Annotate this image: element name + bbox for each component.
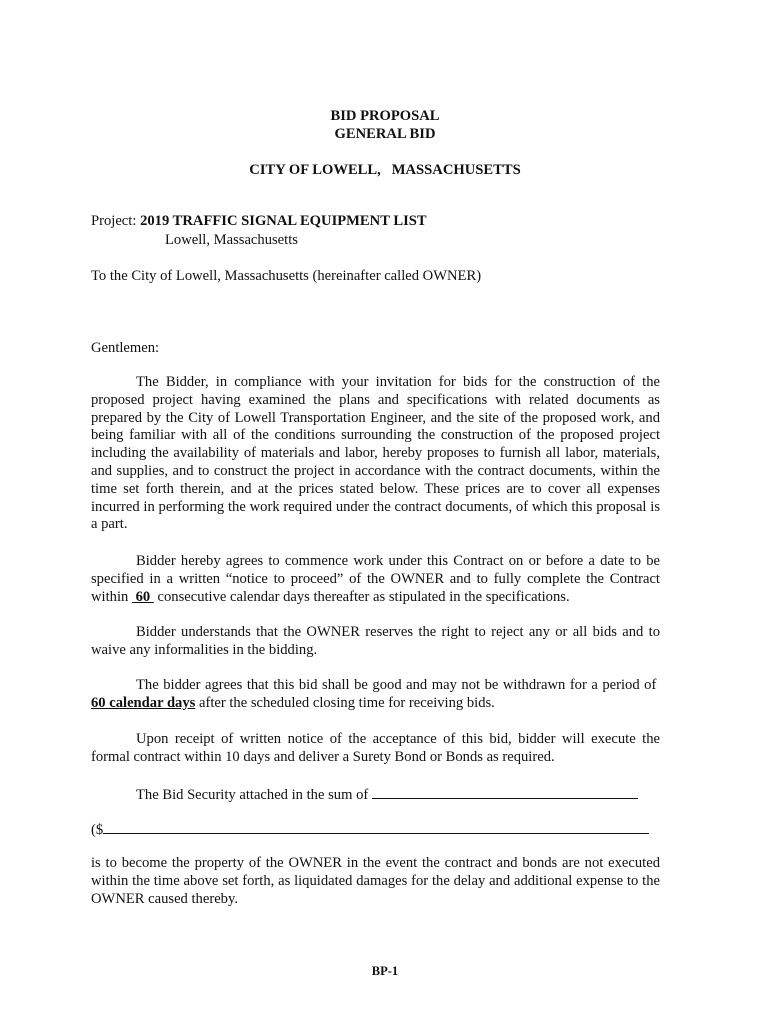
paragraph-owner-reserves: Bidder understands that the OWNER reserves the right to reject any or all bids and to waive any informalities in the bidding. bbox=[91, 624, 660, 658]
bid-validity-text-end: after the scheduled closing time for receiving bids. bbox=[199, 694, 495, 711]
dollar-prefix: ($ bbox=[91, 822, 104, 838]
document-subtitle: GENERAL BID bbox=[334, 126, 436, 142]
project-label: Project: bbox=[91, 213, 137, 229]
bid-validity-period: 60 calendar days bbox=[91, 694, 196, 711]
paragraph-contract-execution: Upon receipt of written notice of the acceptance of this bid, bidder will execute the formal contract within 10 days and deliver a Surety Bond or Bonds as required. bbox=[91, 731, 660, 765]
document-title: BID PROPOSAL bbox=[330, 108, 440, 124]
page-number: BP-1 bbox=[371, 964, 399, 978]
paragraph-bidder-compliance: The Bidder, in compliance with your invitation for bids for the construction of the proposed project having examined the plans and specifications with related documents as prepared by the City of Lowell Transportation Engineer, and the site of the proposed work, and being familiar with all of the conditions surrounding the construction of the proposed project including the availability of materials and labor, hereby proposes to furnish all labor, materials, and supplies, and to construct the project in accordance with the contract documents, within the time set forth therein, and at the prices stated below. These prices are to cover all expenses incurred in performing the work required under the contract documents, of which this proposal is a part. bbox=[91, 374, 660, 533]
bid-security-amount-field[interactable] bbox=[372, 785, 638, 799]
commence-work-text-end: consecutive calendar days thereafter as stipulated in the specifications. bbox=[153, 588, 570, 605]
project-line bbox=[91, 213, 427, 230]
addressee-line: To the City of Lowell, Massachusetts (hereinafter called OWNER) bbox=[91, 268, 482, 284]
bid-validity-text: The bidder agrees that this bid shall be good and may not be withdrawn for a period of bbox=[136, 677, 657, 693]
salutation: Gentlemen: bbox=[91, 340, 160, 356]
bid-security-label: The Bid Security attached in the sum of bbox=[136, 787, 369, 803]
bid-security-dollar-field[interactable] bbox=[103, 820, 649, 834]
days-to-complete: 60 bbox=[131, 588, 154, 605]
city-heading-text: CITY OF LOWELL, MASSACHUSETTS bbox=[249, 162, 521, 178]
bid-security-dollar-line bbox=[91, 820, 649, 839]
paragraph-bid-validity bbox=[91, 677, 660, 713]
paragraph-commence-work bbox=[91, 553, 660, 606]
bid-security-line bbox=[136, 785, 638, 804]
commence-work-text: Bidder hereby agrees to commence work under this Contract on or before a date to be specified in a written “notice to proceed” of the OWNER and to fully complete the Contract within bbox=[91, 553, 660, 605]
city-heading bbox=[0, 162, 770, 179]
project-name: 2019 TRAFFIC SIGNAL EQUIPMENT LIST bbox=[140, 213, 427, 229]
project-location: Lowell, Massachusetts bbox=[165, 232, 298, 248]
paragraph-liquidated-damages: is to become the property of the OWNER in the event the contract and bonds are not executed within the time above set forth, as liquidated damages for the delay and additional expense to the OWNER caused thereby. bbox=[91, 855, 660, 907]
